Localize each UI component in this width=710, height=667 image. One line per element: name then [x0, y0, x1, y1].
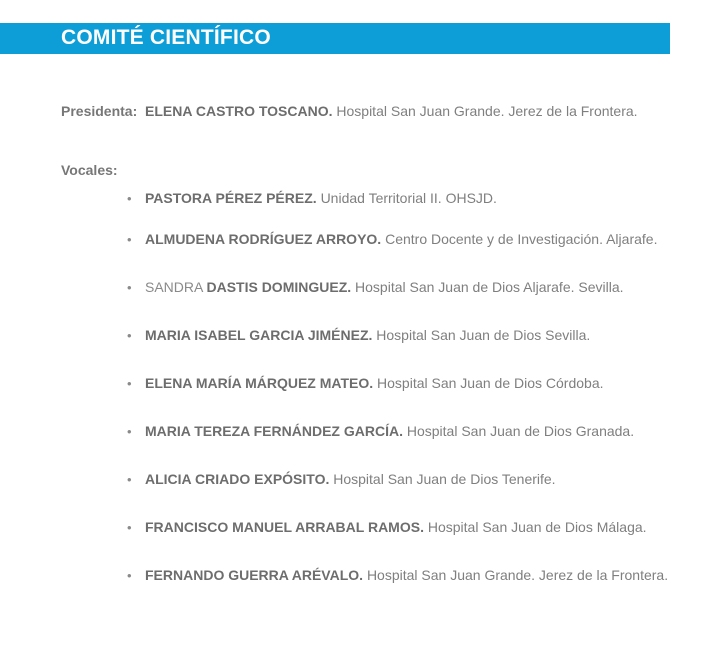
bullet-icon: • — [127, 568, 132, 583]
member-name: ALMUDENA RODRÍGUEZ ARROYO. — [145, 231, 382, 247]
bullet-icon: • — [127, 472, 132, 487]
bullet-icon: • — [127, 520, 132, 535]
president-label: Presidenta: — [61, 103, 138, 119]
member-name: ELENA MARÍA MÁRQUEZ MATEO. — [145, 375, 374, 391]
member-name: DASTIS DOMINGUEZ. — [206, 279, 352, 295]
member-affiliation: Centro Docente y de Investigación. Aljarafe. — [385, 231, 658, 247]
member-item — [127, 519, 647, 535]
president-entry — [61, 103, 638, 119]
title-bar — [0, 23, 670, 54]
member-affiliation: Unidad Territorial II. OHSJD. — [320, 190, 497, 206]
member-affiliation: Hospital San Juan Grande. Jerez de la Frontera. — [366, 567, 669, 583]
member-name: MARIA ISABEL GARCIA JIMÉNEZ. — [145, 327, 373, 343]
bullet-icon: • — [127, 232, 132, 247]
bullet-icon: • — [127, 280, 132, 295]
member-item — [127, 231, 657, 247]
vocales-label: Vocales: — [61, 162, 118, 178]
member-name: FRANCISCO MANUEL ARRABAL RAMOS. — [145, 519, 424, 535]
president-name: ELENA CASTRO TOSCANO. — [145, 103, 333, 119]
bullet-icon: • — [127, 191, 132, 206]
member-item — [127, 375, 604, 391]
member-affiliation: Hospital San Juan de Dios Aljarafe. Sevilla. — [355, 279, 624, 295]
member-name: FERNANDO GUERRA ARÉVALO. — [145, 567, 364, 583]
bullet-icon: • — [127, 328, 132, 343]
member-item — [127, 279, 624, 295]
member-affiliation: Hospital San Juan de Dios Sevilla. — [376, 327, 591, 343]
member-name-prefix: SANDRA — [145, 279, 207, 295]
member-item — [127, 327, 590, 343]
member-affiliation: Hospital San Juan de Dios Granada. — [406, 423, 635, 439]
member-item — [127, 471, 556, 487]
member-affiliation: Hospital San Juan de Dios Málaga. — [427, 519, 647, 535]
bullet-icon: • — [127, 376, 132, 391]
member-affiliation: Hospital San Juan de Dios Córdoba. — [377, 375, 604, 391]
member-item — [127, 190, 497, 206]
bullet-icon: • — [127, 424, 132, 439]
page-title: COMITÉ CIENTÍFICO — [61, 26, 271, 49]
member-name: PASTORA PÉREZ PÉREZ. — [145, 190, 317, 206]
member-item — [127, 567, 668, 583]
member-name: MARIA TEREZA FERNÁNDEZ GARCÍA. — [145, 423, 403, 439]
member-affiliation: Hospital San Juan de Dios Tenerife. — [333, 471, 556, 487]
member-item — [127, 423, 634, 439]
member-name: ALICIA CRIADO EXPÓSITO. — [145, 471, 330, 487]
president-affiliation: Hospital San Juan Grande. Jerez de la Frontera. — [336, 103, 638, 119]
